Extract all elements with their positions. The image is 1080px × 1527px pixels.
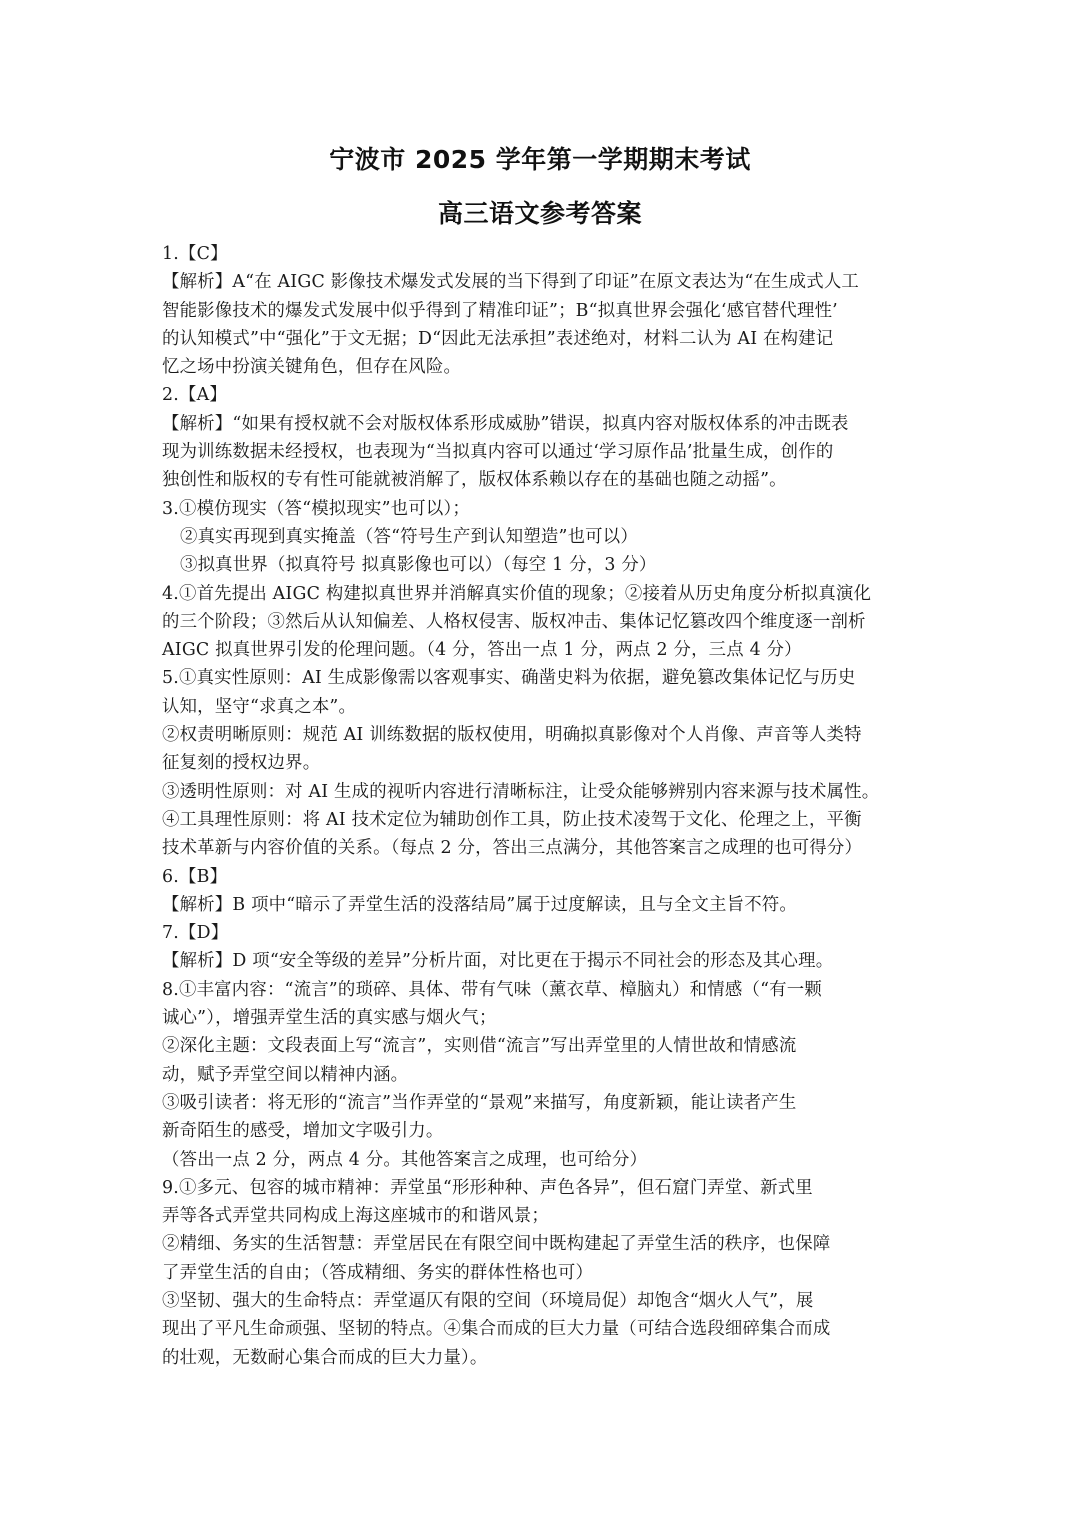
q2-analysis-line: 独创性和版权的专有性可能就被消解了，版权体系赖以存在的基础也随之动摇”。	[162, 470, 787, 491]
q5-answer-line: ②权责明晰原则：规范 AI 训练数据的版权使用，明确拟真影像对个人肖像、声音等人类特	[162, 725, 862, 746]
q9-answer-line: 的壮观，无数耐心集合而成的巨大力量）。	[162, 1347, 488, 1368]
q8-answer-line: 动，赋予弄堂空间以精神内涵。	[162, 1064, 409, 1085]
q1-answer: 1.【C】	[162, 244, 228, 264]
q9-answer-line: 弄等各式弄堂共同构成上海这座城市的和谐风景；	[162, 1206, 549, 1227]
q9-answer-line: 现出了平凡生命顽强、坚韧的特点。④集合而成的巨大力量（可结合选段细碎集合而成	[162, 1319, 831, 1340]
q2-answer: 2.【A】	[162, 385, 227, 406]
q7-answer: 7.【D】	[162, 923, 229, 944]
q8-scoring-note: （答出一点 2 分，两点 4 分。其他答案言之成理，也可给分）	[162, 1149, 648, 1170]
q3-answer-line: ②真实再现到真实掩盖（答“符号生产到认知塑造”也可以）	[180, 526, 638, 547]
q8-answer-line: 新奇陌生的感受，增加文字吸引力。	[162, 1121, 444, 1142]
q4-answer-line: 的三个阶段；③然后从认知偏差、人格权侵害、版权冲击、集体记忆篡改四个维度逐一剖析	[162, 611, 866, 632]
q8-answer-line: ②深化主题：文段表面上写“流言”，实则借“流言”写出弄堂里的人情世故和情感流	[162, 1036, 797, 1057]
q8-answer-line: 诚心”），增强弄堂生活的真实感与烟火气；	[162, 1008, 497, 1029]
answer-sheet	[162, 140, 918, 1372]
q6-answer: 6.【B】	[162, 866, 228, 887]
q9-answer-line: ③坚韧、强大的生命特点：弄堂逼仄有限的空间（环境局促）却饱含“烟火人气”，展	[162, 1290, 814, 1311]
q4-answer-line: AIGC 拟真世界引发的伦理问题。（4 分，答出一点 1 分，两点 2 分，三点 4 分）	[162, 640, 802, 661]
q1-analysis-line: 忆之场中扮演关键角色，但存在风险。	[162, 357, 462, 378]
exam-subtitle: 高三语文参考答案	[437, 199, 642, 228]
q8-answer-line: ③吸引读者：将无形的“流言”当作弄堂的“景观”来描写，角度新颖，能让读者产生	[162, 1092, 797, 1113]
q7-analysis-line: 【解析】D 项“安全等级的差异”分析片面，对比更在于揭示不同社会的形态及其心理。	[162, 951, 834, 972]
q9-answer-line: 9.①多元、包容的城市精神：弄堂虽“形形种种、声色各异”，但石窟门弄堂、新式里	[162, 1177, 813, 1198]
q1-analysis-line: 的认知模式”中“强化”于文无据；D“因此无法承担”表述绝对，材料二认为 AI 在构建记	[162, 328, 834, 349]
q5-answer-line: 征复刻的授权边界。	[162, 753, 321, 774]
q1-analysis-line: 智能影像技术的爆发式发展中似乎得到了精准印证”；B“拟真世界会强化‘感官替代理性’	[162, 300, 838, 321]
q5-answer-line: 认知，坚守“求真之本”。	[162, 696, 357, 717]
q6-analysis-line: 【解析】B 项中“暗示了弄堂生活的没落结局”属于过度解读，且与全文主旨不符。	[162, 894, 797, 915]
q3-answer-line: ③拟真世界（拟真符号 拟真影像也可以）（每空 1 分，3 分）	[180, 555, 657, 576]
q2-analysis-line: 现为训练数据未经授权，也表现为“当拟真内容可以通过‘学习原作品’批量生成，创作的	[162, 442, 834, 463]
q9-answer-line: ②精细、务实的生活智慧：弄堂居民在有限空间中既构建起了弄堂生活的秩序，也保障	[162, 1234, 831, 1255]
q5-answer-line: 技术革新与内容价值的关系。（每点 2 分，答出三点满分，其他答案言之成理的也可得分）	[162, 838, 863, 859]
q9-answer-line: 了弄堂生活的自由；（答成精细、务实的群体性格也可）	[162, 1262, 594, 1283]
q5-answer-line: ③透明性原则：对 AI 生成的视听内容进行清晰标注，让受众能够辨别内容来源与技术属性。	[162, 781, 880, 802]
q2-analysis-line: 【解析】“如果有授权就不会对版权体系形成威胁”错误，拟真内容对版权体系的冲击既表	[162, 413, 849, 434]
exam-title: 宁波市 2025 学年第一学期期末考试	[329, 145, 751, 174]
answer-body	[162, 240, 918, 1372]
q3-answer-line: 3.①模仿现实（答“模拟现实”也可以）；	[162, 498, 470, 519]
q1-analysis-line: 【解析】A“在 AIGC 影像技术爆发式发展的当下得到了印证”在原文表达为“在生成式人工	[162, 272, 859, 293]
q8-answer-line: 8.①丰富内容：“流言”的琐碎、具体、带有气味（薰衣草、樟脑丸）和情感（“有一颗	[162, 979, 822, 1000]
q5-answer-line: 5.①真实性原则：AI 生成影像需以客观事实、确凿史料为依据，避免篡改集体记忆与历史	[162, 668, 856, 689]
q4-answer-line: 4.①首先提出 AIGC 构建拟真世界并消解真实价值的现象；②接着从历史角度分析拟真演化	[162, 583, 872, 604]
q5-answer-line: ④工具理性原则：将 AI 技术定位为辅助创作工具，防止技术凌驾于文化、伦理之上，平衡	[162, 809, 862, 830]
